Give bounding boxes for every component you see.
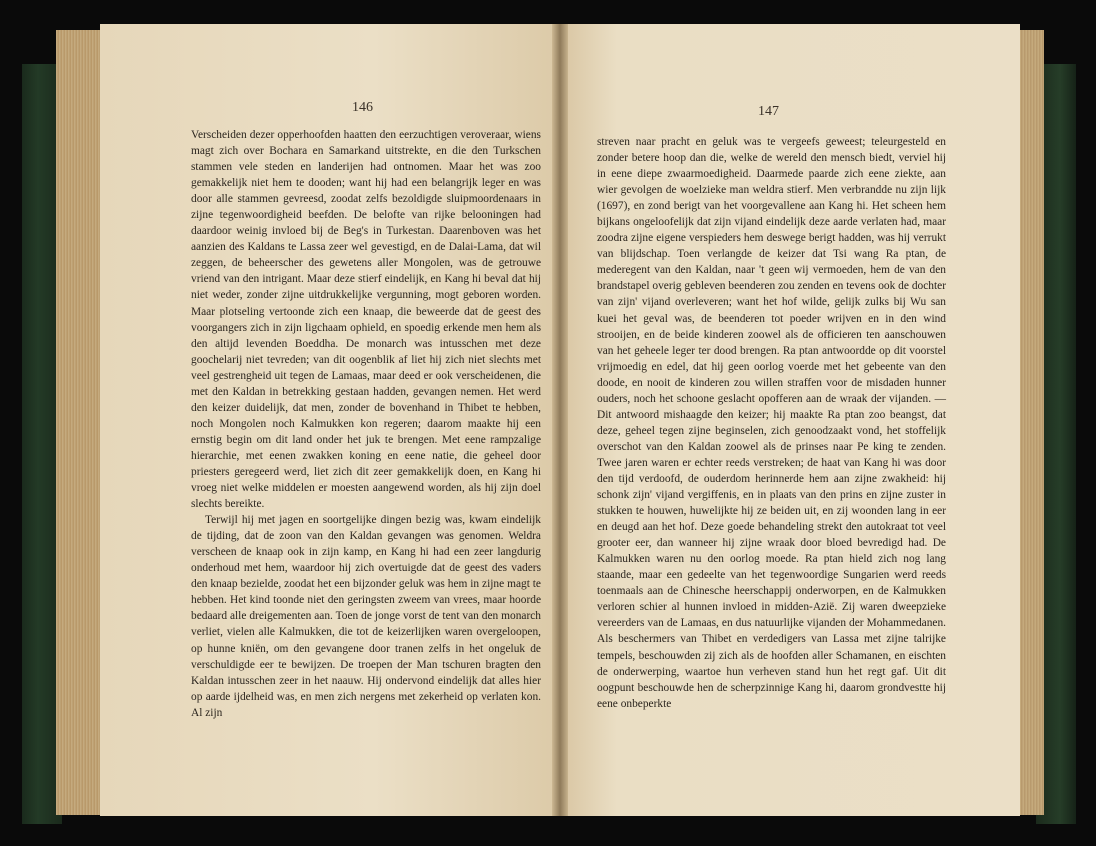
paragraph: Verscheiden dezer opperhoofden haatten den eerzuchtigen veroveraar, wiens magt zich over Bochara en Samarkand uitstrekte, en die den Turkschen stammen vele steden en landerijen had ontnomen. Maar het was zoo gemakkelijk niet hem te dooden; want hij had een belangrijk leger en was door alle stammen gevreesd, zoodat zelfs bezoldigde sluipmoordenaars in zijne tegenwoordigheid beefden. De belofte van rijke belooningen had daardoor weinig invloed bij de Beg's in Turkestan. Daarenboven was het aanzien des Kaldans te Lassa zeer wel gevestigd, en de Dalai-Lama, dat wil zeggen, de beheerscher des gewetens aller Mongolen, was de getrouwe vriend van den intrigant. Maar deze stierf eindelijk, en Kang hi beval dat hij niet weder, zonder zijne uitdrukkelijke vergunning, mogt geboren worden. Maar plotseling vertoonde zich een knaap, die beweerde dat de geest des voorgangers zich in zijn ligchaam ophield, en spoedig erkende men hem als den altijd levenden Boeddha. De monarch was intusschen met deze goochelarij niet tevreden; van dit oogenblik af liet hij zich niet slechts met veel gestrengheid uit tegen de Lamaas, maar deed er ook verscheidenen, die met den Kaldan in betrekking gestaan hadden, gevangen nemen. Het werd den keizer duidelijk, dat men, zonder de bovenhand in Thibet te hebben, noch Mongolen noch Kalmukken kon regeren; daarom maakte hij een ernstig begin om dit land onder het juk te brengen. Met eene rampzalige hierarchie, met eenen zwakken koning en eene natie, die geheel door priesters geregeerd werd, liet zich dit zeer gemakkelijk doen, en Kang hi vroeg niet welke middelen er moesten aangewend worden, als hij zijn doel slechts bereikte.: [191, 129, 541, 511]
left-page: [100, 24, 558, 816]
page-body: [597, 134, 946, 712]
page-edges-right: [1018, 30, 1044, 815]
page-number: 146: [352, 100, 373, 115]
book-gutter: [552, 24, 568, 816]
page-number: 147: [758, 104, 779, 119]
paragraph: Terwijl hij met jagen en soortgelijke dingen bezig was, kwam eindelijk de tijding, dat de zoon van den Kaldan gevangen was genomen. Weldra verscheen de knaap ook in zijn kamp, en Kang hi had een zeer langdurig onderhoud met hem, waardoor hij zich overtuigde dat de geest des vaders den knaap bezielde, zoodat het een bijzonder geluk was hem in zijne magt te hebben. Het kind toonde niet den geringsten zweem van vrees, maar hoorde bedaard alle dreigementen aan. Toen de jonge vorst de tent van den monarch verliet, vielen alle Kalmukken, die tot de keizerlijken waren overgeloopen, op hunne kniën, om den gevangene door tranen zelfs in het ongeluk de verschuldigde eer te bewijzen. De troepen der Man tschuren bragten den Kaldan intusschen zeer in het naauw. Hij ondervond eindelijk dat alles hier op aarde ijdelheid was, en men zich nergens met zekerheid op verlaten kon. Al zijn: [191, 514, 541, 719]
paragraph: streven naar pracht en geluk was te vergeefs geweest; teleurgesteld en zonder betere hoop dan die, welke de wereld den mensch biedt, verviel hij in eene diepe zwaarmoedigheid. Daarmede paarde zich eene ziekte, aan wier gevolgen de woelzieke man weldra stierf. Men verbrandde nu zijn lijk (1697), en zond berigt van het voorgevallene aan Kang hi. Het scheen hem bijkans ongeloofelijk dat zijn vijand eindelijk deze aarde verlaten had, maar zoodra zijne eigene verspieders hem deswege berigt hadden, was hij verrukt van blijdschap. Toen verlangde de keizer dat Tsi wang Ra ptan, de mederegent van den Kaldan, naar 't geen wij vermoeden, hem de van den brandstapel overig gebleven beenderen zou zenden en tevens ook de dochter van zijn' vijand overleveren; want het hof wilde, gelijk zulks bij Wu san kuei het geval was, de beenderen tot poeder wrijven en in den wind strooijen, en de beide kinderen zoowel als de officieren ten aanschouwen van het geheele leger ter dood brengen. Ra ptan antwoordde op dit voorstel vrijmoedig en edel, dat hij geen oorlog voerde met het gebeente van den doode, en nooit de kinderen zou willen straffen voor de misdaden hunner ouders, noch het schoone geslacht opofferen aan de wraak der vijanden. — Dit antwoord mishaagde den keizer; hij maakte Ra ptan zoo beangst, dat deze, geheel tegen zijne beginselen, zich genoodzaakt vond, het stoffelijk overschot van den Kaldan zoowel als de prinses naar Pe king te zenden. Twee jaren waren er echter reeds verstreken; de haat van Kang hi was door den tijd verdoofd, de ouderdom herinnerde hem aan zijne zwakheid: hij schonk zijn' vijand vergiffenis, en in plaats van den prins en zijne zuster in stukken te houwen, huwelijkte hij ze beiden uit, en zij woonden lang in eer en deugd aan het hof. Deze goede behandeling strekt den autokraat tot veel grooter eer, dan wanneer hij zijne wraak door bloed bevredigd had. De Kalmukken waren nu den oorlog moede. Ra ptan hield zich nog lang staande, maar een gedeelte van het tegenwoordige Sungarien werd reeds toenmaals aan de Chinesche heerschappij onderworpen, en de Kalmukken verloren schier al hunnen invloed in midden-Azië. Zij waren dweepzieke vereerders van de Lamaas, en dus natuurlijke vijanden der Mohammedanen. Als beschermers van Thibet en verdedigers van Lassa met zijne talrijke tempels, beschouwden zij zich als de hoofden aller Schamanen, en eischten de onderwerping, waartoe hun verheven stand hun het regt gaf. Uit dit oogpunt beschouwde hen de scherpzinnige Kang hi, daarom grondvestte hij eene onbeperkte: [597, 136, 946, 710]
right-page: [562, 24, 1020, 816]
page-body: [191, 127, 541, 721]
page-edges-left: [56, 30, 106, 815]
